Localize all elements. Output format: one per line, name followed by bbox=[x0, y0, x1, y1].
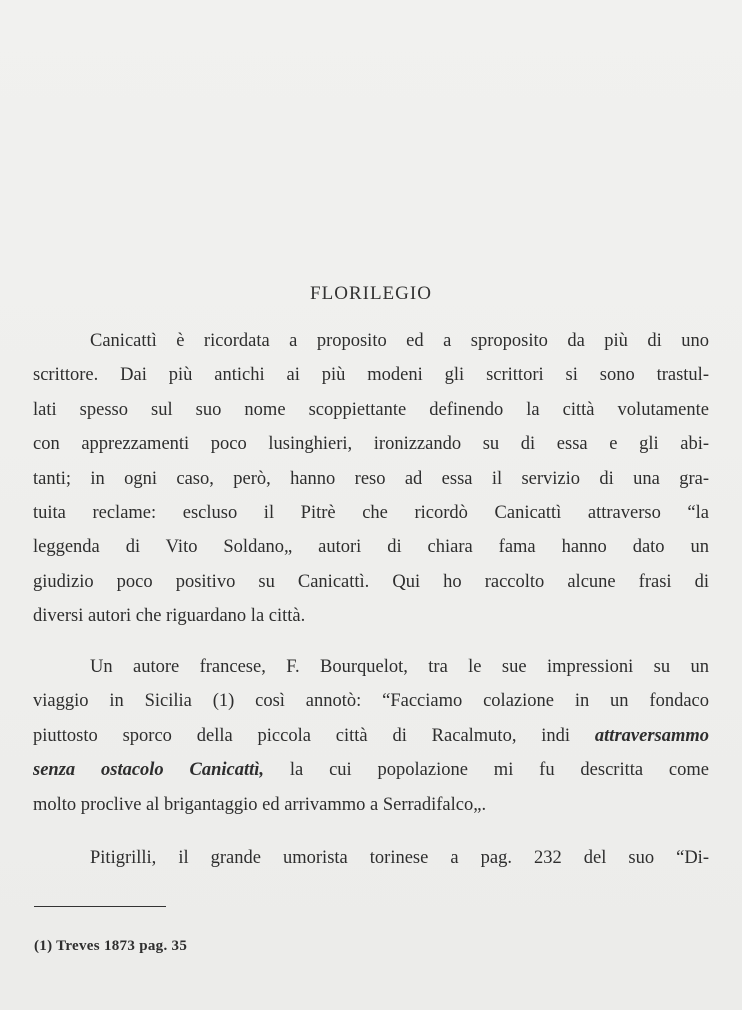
text-fragment: piuttosto sporco della piccola città di Racalmuto, indi bbox=[33, 725, 571, 746]
page-title: FLORILEGIO bbox=[310, 283, 432, 304]
italic-emphasis: senza ostacolo Canicattì, bbox=[33, 760, 265, 781]
text-line: molto proclive al brigantaggio ed arrivammo a Serradifalco„. bbox=[33, 794, 487, 815]
italic-emphasis: attraversammo bbox=[594, 725, 709, 746]
paragraph-3 bbox=[33, 841, 709, 875]
text-line: leggenda di Vito Soldano„ autori di chiara fama hanno dato un bbox=[33, 537, 709, 558]
footnote-divider bbox=[34, 906, 166, 907]
text-line: giudizio poco positivo su Canicattì. Qui ho raccolto alcune frasi di bbox=[33, 571, 709, 592]
text-line: Canicattì è ricordata a proposito ed a sproposito da più di uno bbox=[90, 331, 709, 351]
text-line: tuita reclame: escluso il Pitrè che ricordò Canicattì attraverso “la bbox=[33, 502, 709, 523]
text-line: lati spesso sul suo nome scoppiettante definendo la città volutamente bbox=[33, 399, 709, 420]
text-line: Un autore francese, F. Bourquelot, tra le sue impressioni su un bbox=[90, 657, 709, 677]
paragraph-2 bbox=[33, 650, 709, 822]
text-line: diversi autori che riguardano la città. bbox=[33, 606, 306, 627]
footnote: (1) Treves 1873 pag. 35 bbox=[34, 938, 188, 954]
text-line: Pitigrilli, il grande umorista torinese a pag. 232 del suo “Di- bbox=[90, 848, 709, 868]
text-line bbox=[33, 753, 709, 787]
text-fragment: la cui popolazione mi fu descritta come bbox=[289, 760, 709, 781]
text-line: con apprezzamenti poco lusinghieri, ironizzando su di essa e gli abi- bbox=[33, 434, 709, 455]
text-line: viaggio in Sicilia (1) così annotò: “Facciamo colazione in un fondaco bbox=[33, 691, 709, 712]
text-line bbox=[33, 719, 709, 753]
text-line: tanti; in ogni caso, però, hanno reso ad essa il servizio di una gra- bbox=[33, 468, 709, 489]
text-line: scrittore. Dai più antichi ai più modeni gli scrittori si sono trastul- bbox=[33, 365, 709, 386]
paragraph-1 bbox=[33, 324, 709, 634]
